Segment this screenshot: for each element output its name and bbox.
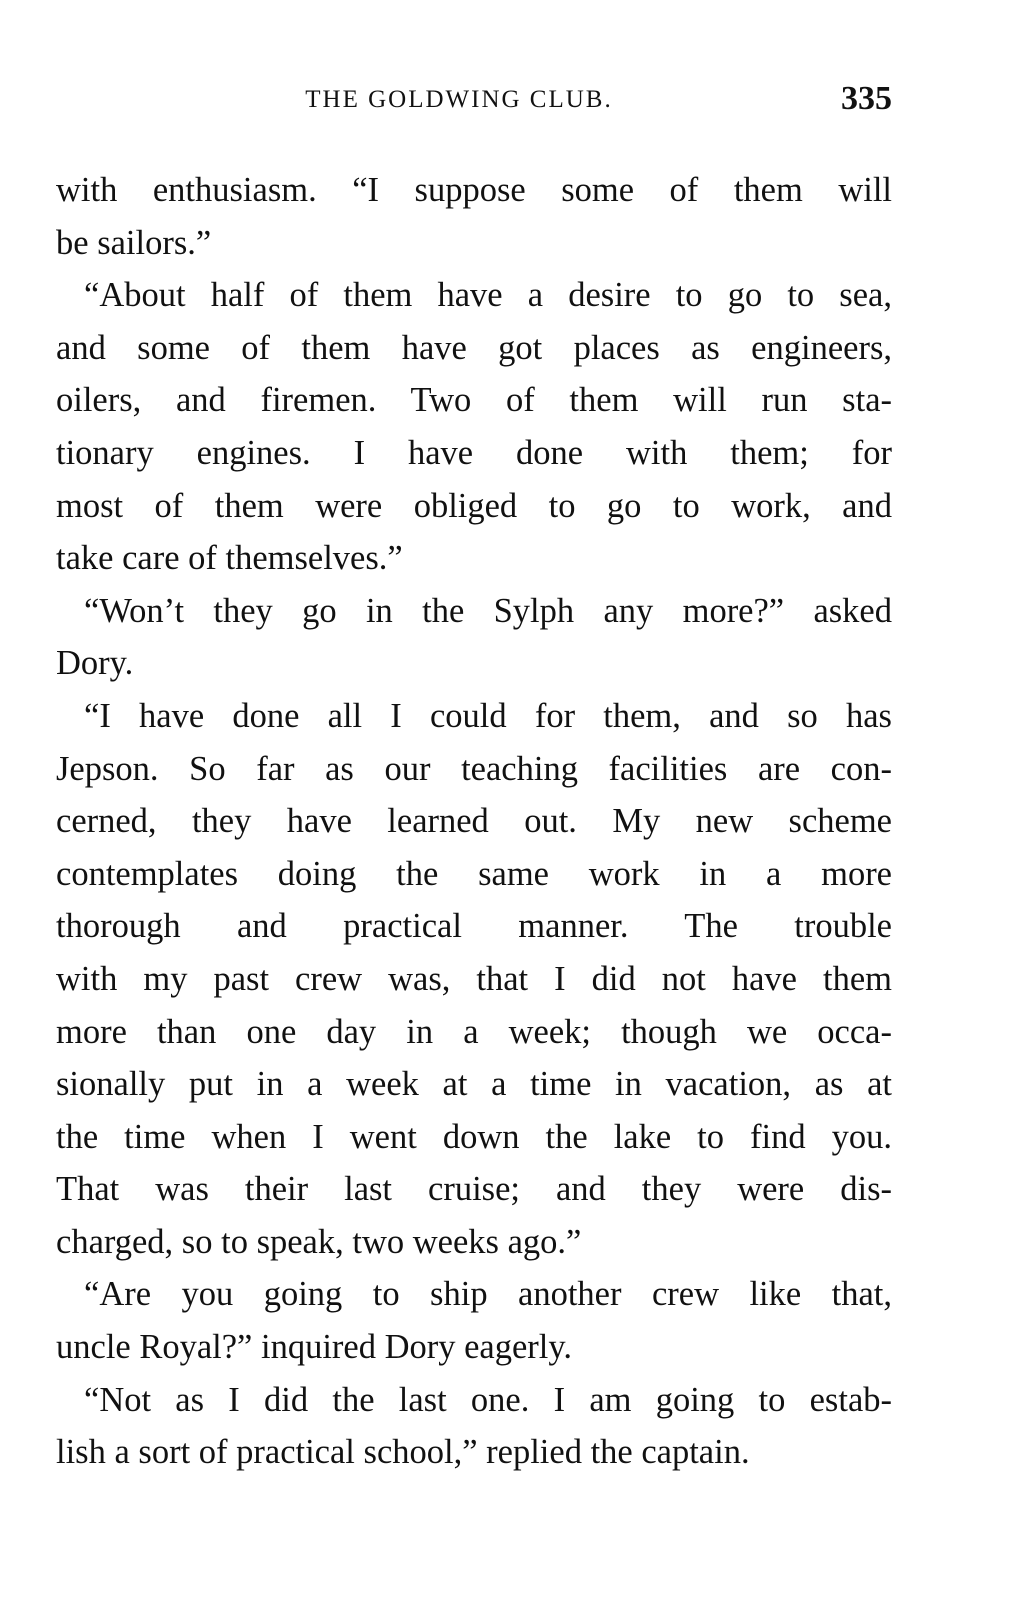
paragraph [56, 269, 892, 585]
paragraph [56, 164, 892, 269]
text-line: the time when I went down the lake to find you. [56, 1117, 892, 1156]
paragraph [56, 585, 892, 690]
text-line: cerned, they have learned out. My new scheme [56, 802, 892, 841]
text-line: Jepson. So far as our teaching facilities are con- [56, 749, 892, 788]
text-line: “About half of them have a desire to go to sea, [84, 276, 892, 315]
running-header [56, 80, 892, 124]
text-line: “Not as I did the last one. I am going to estab- [84, 1380, 892, 1419]
text-line: uncle Royal?” inquired Dory eagerly. [56, 1328, 573, 1367]
text-line: thorough and practical manner. The trouble [56, 907, 892, 946]
paragraph [56, 1268, 892, 1373]
text-line: lish a sort of practical school,” replied the captain. [56, 1433, 750, 1472]
body-text [56, 164, 892, 1479]
page-number: 335 [841, 80, 892, 117]
paragraph [56, 1374, 892, 1479]
text-line: contemplates doing the same work in a more [56, 854, 892, 893]
text-line: That was their last cruise; and they were dis- [56, 1170, 892, 1209]
text-line: with enthusiasm. “I suppose some of them will [56, 171, 892, 209]
text-line: oilers, and firemen. Two of them will run sta- [56, 381, 892, 420]
text-line: sionally put in a week at a time in vacation, as at [56, 1065, 892, 1104]
text-line: and some of them have got places as engineers, [56, 328, 892, 367]
text-line: most of them were obliged to go to work, and [56, 486, 892, 525]
text-line: “I have done all I could for them, and so has [84, 696, 892, 735]
text-line: with my past crew was, that I did not have them [56, 959, 892, 998]
text-line: “Are you going to ship another crew like that, [84, 1275, 892, 1314]
text-line: Dory. [56, 644, 134, 683]
text-line: “Won’t they go in the Sylph any more?” asked [84, 591, 892, 630]
text-line: take care of themselves.” [56, 539, 403, 578]
paragraph [56, 690, 892, 1269]
text-line: more than one day in a week; though we occa- [56, 1012, 892, 1051]
text-line: tionary engines. I have done with them; for [56, 433, 892, 472]
text-line: be sailors.” [56, 223, 212, 262]
text-line: charged, so to speak, two weeks ago.” [56, 1222, 582, 1261]
running-title: THE GOLDWING CLUB. [305, 86, 613, 113]
